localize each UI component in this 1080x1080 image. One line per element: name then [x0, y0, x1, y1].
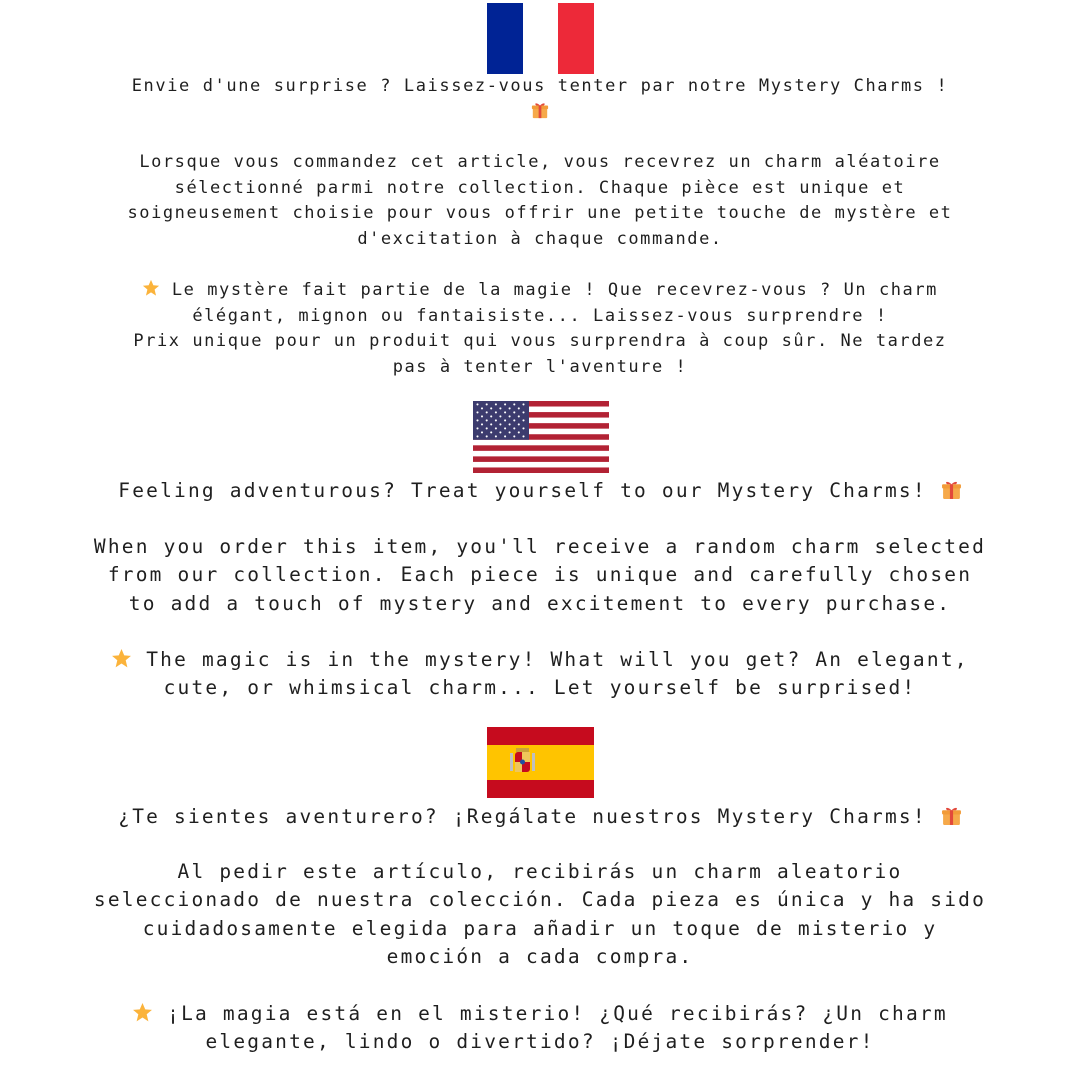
star-icon [111, 648, 132, 669]
gift-icon [531, 101, 549, 119]
english-description: When you order this item, you'll receive a random charm selected from our collection. Each piece is unique and carefully chosen to add a touch of mystery and excitement to every purchase. [93, 535, 987, 615]
spanish-title: ¿Te sientes aventurero? ¡Regálate nuestros Mystery Charms! [0, 802, 1080, 831]
gift-icon [941, 479, 962, 500]
usa-flag-icon [473, 401, 609, 473]
spain-flag-icon [487, 727, 594, 798]
france-flag-icon [487, 3, 594, 74]
english-title: Feeling adventurous? Treat yourself to our Mystery Charms! [0, 476, 1080, 505]
english-highlight: The magic is in the mystery! What will you get? An elegant, cute, or whimsical charm... Let yourself be surprised! [0, 646, 1080, 703]
spanish-highlight: ¡La magia está en el misterio! ¿Qué recibirás? ¿Un charm elegante, lindo o divertido? ¡Déjate sorprender! [0, 1000, 1080, 1057]
gift-icon [941, 805, 962, 826]
french-title: Envie d'une surprise ? Laissez-vous tenter par notre Mystery Charms ! [0, 73, 1080, 125]
french-description: Lorsque vous commandez cet article, vous recevrez un charm aléatoire sélectionné parmi notre collection. Chaque pièce est unique et soigneusement choisie pour vous offrir une petite touche de mystère et d'excitation à chaque commande. [127, 152, 953, 249]
french-highlight: Le mystère fait partie de la magie ! Que recevrez-vous ? Un charm élégant, mignon ou fantaisiste... Laissez-vous surprendre ! Prix unique pour un produit qui vous surprendra à coup sûr. Ne tardez pas à tenter l'aventure ! [133, 280, 947, 377]
star-icon [142, 279, 160, 297]
spanish-description: Al pedir este artículo, recibirás un charm aleatorio seleccionado de nuestra colección. Cada pieza es única y ha sido cuidadosamente elegida para añadir un toque de misterio y emoción a cada compra. [93, 860, 987, 968]
star-icon [132, 1002, 153, 1023]
